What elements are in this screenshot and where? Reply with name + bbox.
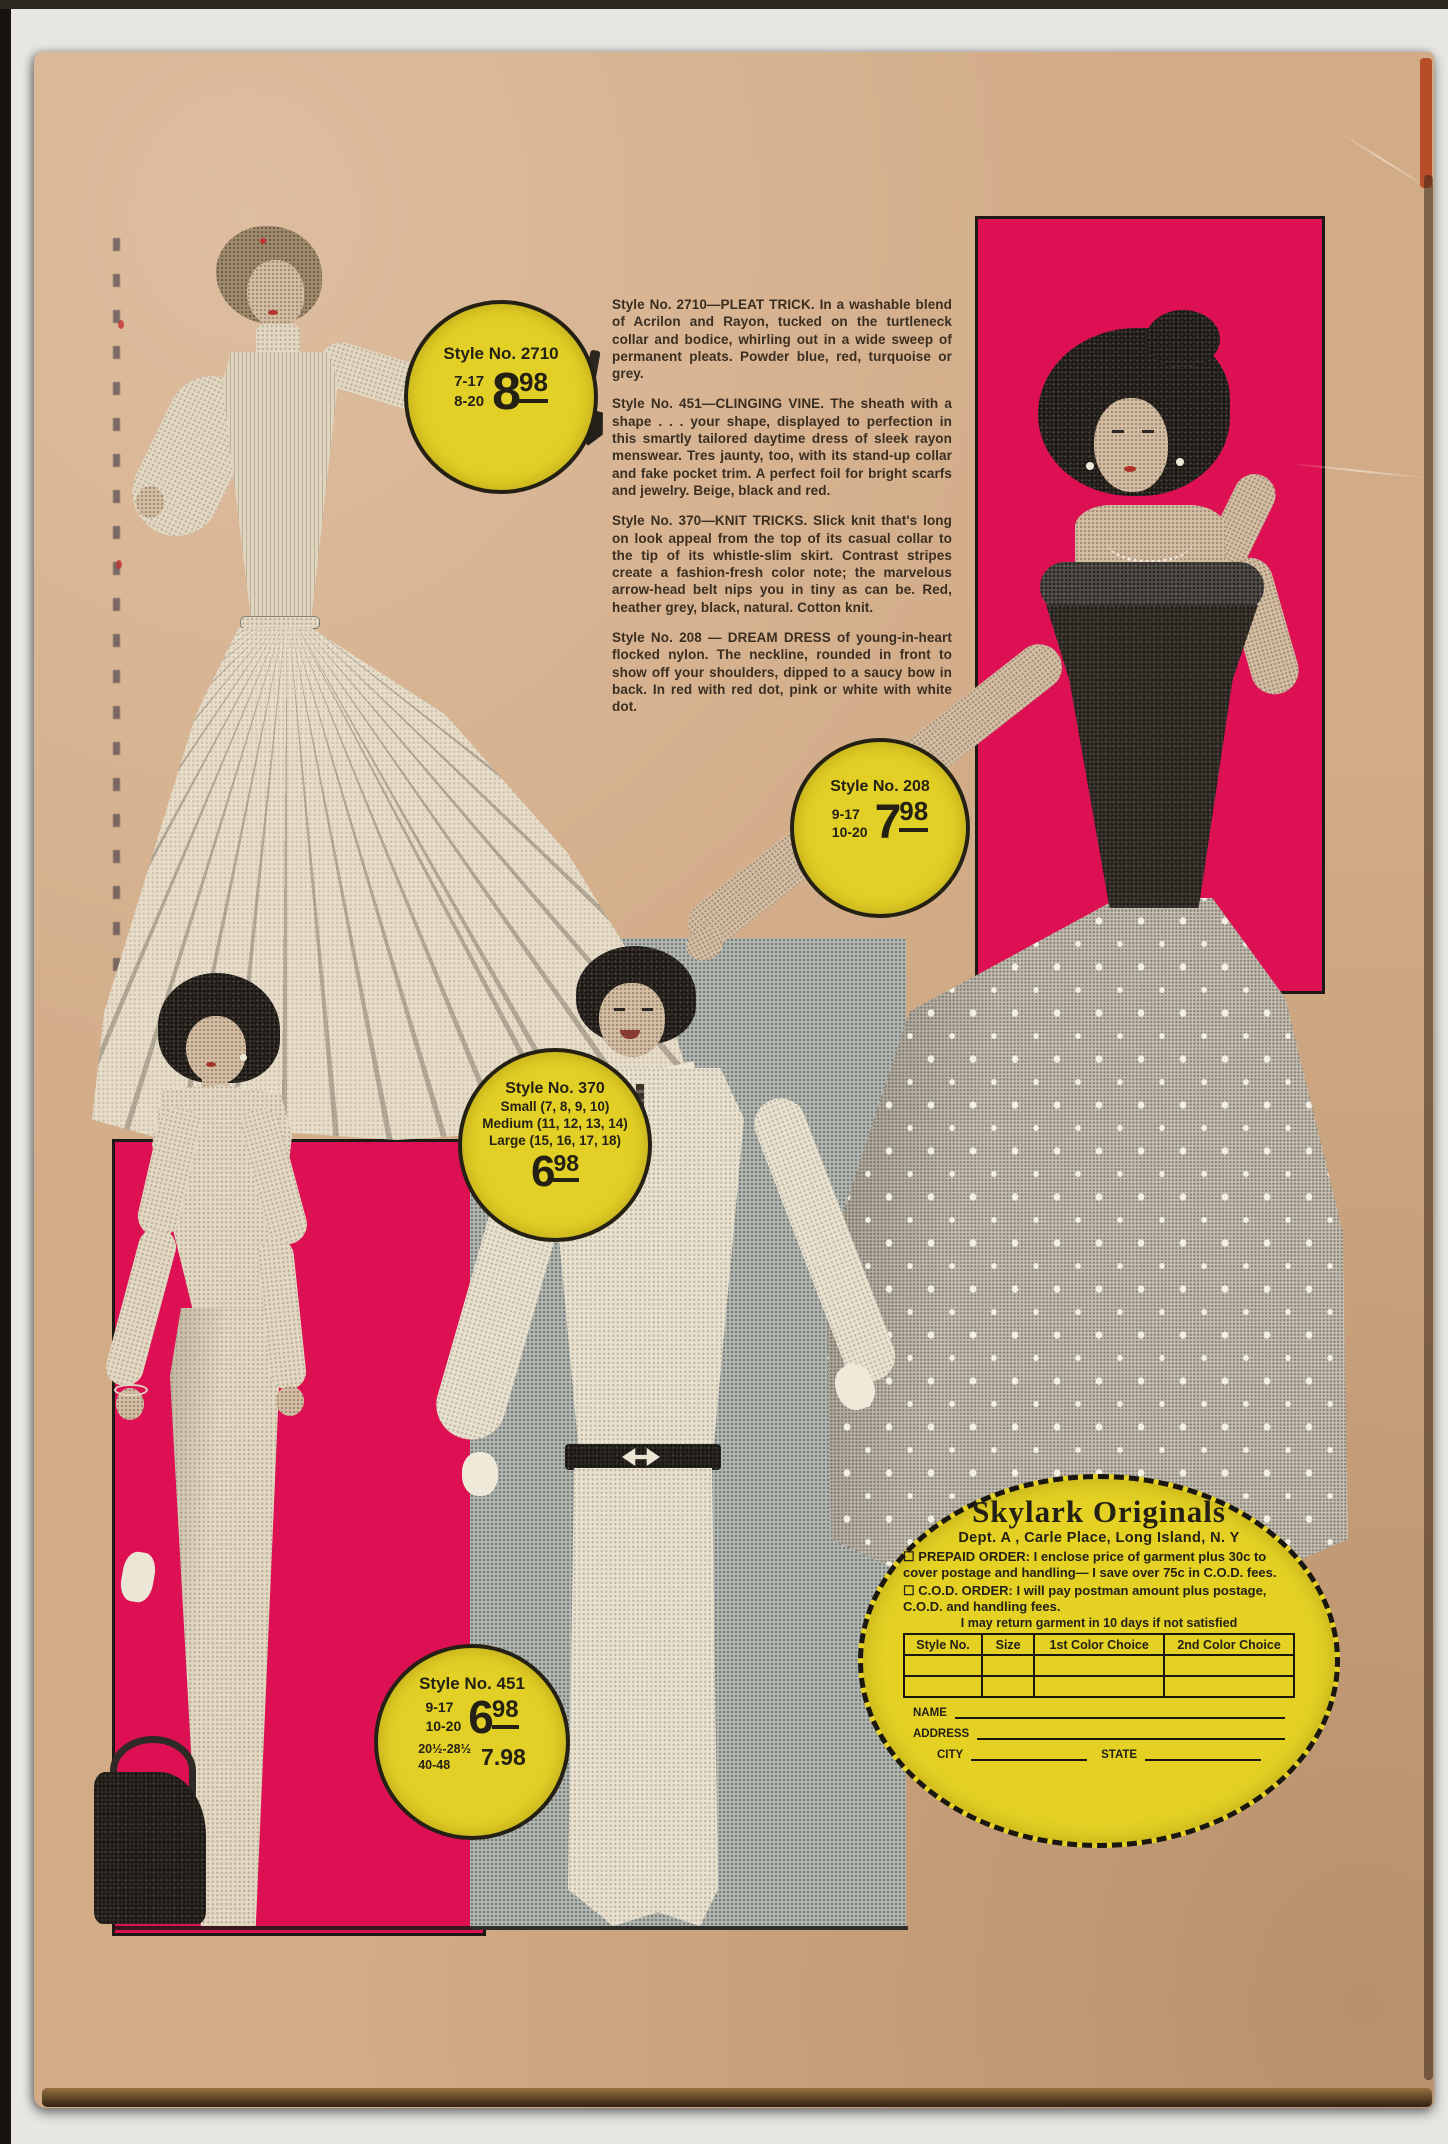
state-label: STATE [1101, 1749, 1138, 1761]
model-451-earring [240, 1054, 247, 1061]
price-badge-370: Style No. 370 Small (7, 8, 9, 10) Medium (11, 12, 13, 14) Large (15, 16, 17, 18) 698 [458, 1048, 652, 1242]
model-370-face [599, 983, 665, 1057]
prepaid-order-option[interactable]: ☐ PREPAID ORDER: I enclose price of garment plus 30c to cover postage and handling— I save over 75c in C.O.D. fees. [903, 1549, 1277, 1580]
model-2710-right-hand [136, 486, 164, 518]
copy-paragraph: Style No. 2710—PLEAT TRICK. In a washable blend of Acrilon and Rayon, tucked on the turtleneck collar and bodice, whirling out in a wide sweep of permanent pleats. Powder blue, red, turquoise or grey. [612, 297, 952, 382]
layout-rule-line [112, 1926, 908, 1930]
badge-sizes: 10-20 [831, 823, 868, 840]
style-no-cell[interactable] [904, 1655, 982, 1676]
badge-sizes: Medium (11, 12, 13, 14) [482, 1116, 628, 1131]
badge-sizes: 20½-28½ [418, 1742, 472, 1756]
col-style-no: Style No. [904, 1634, 982, 1655]
price-badge-208: Style No. 208 9-17 10-20 798 [790, 738, 970, 918]
model-451-bracelet [114, 1384, 148, 1396]
red-pencil-speck [118, 320, 124, 329]
style-lead: Style No. 208 — DREAM DRESS [612, 630, 831, 646]
model-451-left-hand [276, 1386, 304, 1416]
badge-sizes: 7-17 [454, 373, 485, 390]
model-370-right-glove [462, 1452, 498, 1496]
badge-sizes: 8-20 [454, 393, 485, 410]
badge-sizes: 10-20 [425, 1718, 462, 1734]
scan-edge-top [0, 0, 1448, 9]
name-label: NAME [913, 1707, 947, 1719]
copy-paragraph: Style No. 451—CLINGING VINE. The sheath with a shape . . . your shape, displayed to perfection in this smartly tailored daytime dress of sleek rayon menswear. Tres jaunty, too, with its stand-up collar and fake pocket trim. A perfect foil for bright scarfs and jewelry. Beige, black and red. [612, 396, 952, 498]
second-color-cell[interactable] [1164, 1676, 1294, 1697]
model-208-eye [1142, 430, 1154, 433]
ink-transfer-marks [113, 238, 120, 1048]
badge-sizes: Small (7, 8, 9, 10) [500, 1099, 610, 1114]
hair-ornament-dot [260, 238, 266, 244]
order-form [858, 1474, 1340, 1848]
model-208-hair-bun [1146, 310, 1220, 368]
model-370-eye [642, 1008, 653, 1011]
style-lead: Style No. 2710—PLEAT TRICK. [612, 297, 815, 312]
model-208-eye [1112, 430, 1124, 433]
address-input-line[interactable] [977, 1726, 1285, 1740]
scan-edge-left [0, 0, 11, 2144]
order-row [904, 1676, 1294, 1697]
col-second-color: 2nd Color Choice [1164, 1634, 1294, 1655]
badge-sizes: 40-48 [418, 1758, 451, 1772]
copy-paragraph: Style No. 370—KNIT TRICKS. Slick knit that's long on look appeal from the top of its casual collar to the tip of its whistle-slim skirt. Contrast stripes create a fashion-fresh color note; the marvelous arrow-head belt nips you in tiny as can be. Red, heather grey, black, natural. Cotton knit. [612, 513, 952, 615]
col-size: Size [982, 1634, 1034, 1655]
city-input-line[interactable] [971, 1747, 1087, 1761]
model-451-face [186, 1016, 246, 1084]
model-2710-belt [240, 616, 320, 629]
style-lead: Style No. 370—KNIT TRICKS. [612, 513, 808, 529]
col-first-color: 1st Color Choice [1034, 1634, 1164, 1655]
city-label: CITY [937, 1749, 964, 1761]
order-table [903, 1633, 1295, 1698]
price-badge-2710: Style No. 2710 7-17 8-20 898 [404, 300, 598, 494]
page-edge-shadow [1424, 175, 1433, 2080]
style-no-cell[interactable] [904, 1676, 982, 1697]
badge-sizes: 9-17 [831, 805, 860, 822]
state-input-line[interactable] [1145, 1747, 1261, 1761]
price-badge-451: Style No. 451 9-17 10-20 698 20½-28½ 40-48 7.98 [374, 1644, 570, 1840]
model-208-neckline-ruffle [1040, 562, 1264, 612]
brand-title: Skylark Originals [972, 1494, 1226, 1529]
badge-title: Style No. 2710 [443, 344, 559, 363]
badge-title: Style No. 370 [505, 1080, 605, 1097]
model-370-eye [614, 1008, 625, 1011]
model-2710-face [247, 260, 304, 327]
first-color-cell[interactable] [1034, 1676, 1164, 1697]
size-cell[interactable] [982, 1655, 1034, 1676]
badge-alt-price: 7.98 [481, 1743, 526, 1770]
catalog-copy [612, 296, 952, 729]
first-color-cell[interactable] [1034, 1655, 1164, 1676]
name-input-line[interactable] [955, 1705, 1285, 1719]
model-208-lips [1124, 466, 1136, 472]
model-451-lips [206, 1062, 216, 1067]
paper-bottom-edge [42, 2088, 1432, 2107]
second-color-cell[interactable] [1164, 1655, 1294, 1676]
cod-order-option[interactable]: ☐ C.O.D. ORDER: I will pay postman amount plus postage, C.O.D. and handling fees. [903, 1583, 1267, 1614]
model-208-face [1094, 398, 1168, 492]
badge-sizes: Large (15, 16, 17, 18) [488, 1133, 622, 1148]
brand-address: Dept. A , Carle Place, Long Island, N. Y [958, 1530, 1240, 1546]
model-208-earring [1176, 458, 1184, 466]
model-2710-lips [268, 310, 278, 315]
badge-title: Style No. 208 [830, 778, 930, 795]
address-label: ADDRESS [913, 1728, 970, 1740]
order-row [904, 1655, 1294, 1676]
style-lead: Style No. 451—CLINGING VINE. [612, 396, 825, 412]
prepaid-checkbox[interactable]: ☐ [903, 1549, 915, 1564]
model-208-earring [1086, 462, 1094, 470]
red-pencil-speck [116, 560, 122, 569]
size-cell[interactable] [982, 1676, 1034, 1697]
cod-checkbox[interactable]: ☐ [903, 1583, 915, 1598]
page-edge-red [1420, 58, 1432, 188]
model-208-necklace [1106, 518, 1194, 563]
model-370-skirt [568, 1468, 718, 1926]
badge-title: Style No. 451 [419, 1674, 525, 1693]
badge-sizes: 9-17 [425, 1699, 454, 1715]
return-policy-note: I may return garment in 10 days if not satisfied [960, 1616, 1238, 1630]
copy-paragraph: Style No. 208 — DREAM DRESS of young-in-heart flocked nylon. The neckline, rounded in front to show off your shoulders, dipped to a saucy bow in back. In red with red dot, pink or white with white dot. [612, 630, 952, 715]
handbag [94, 1772, 206, 1924]
